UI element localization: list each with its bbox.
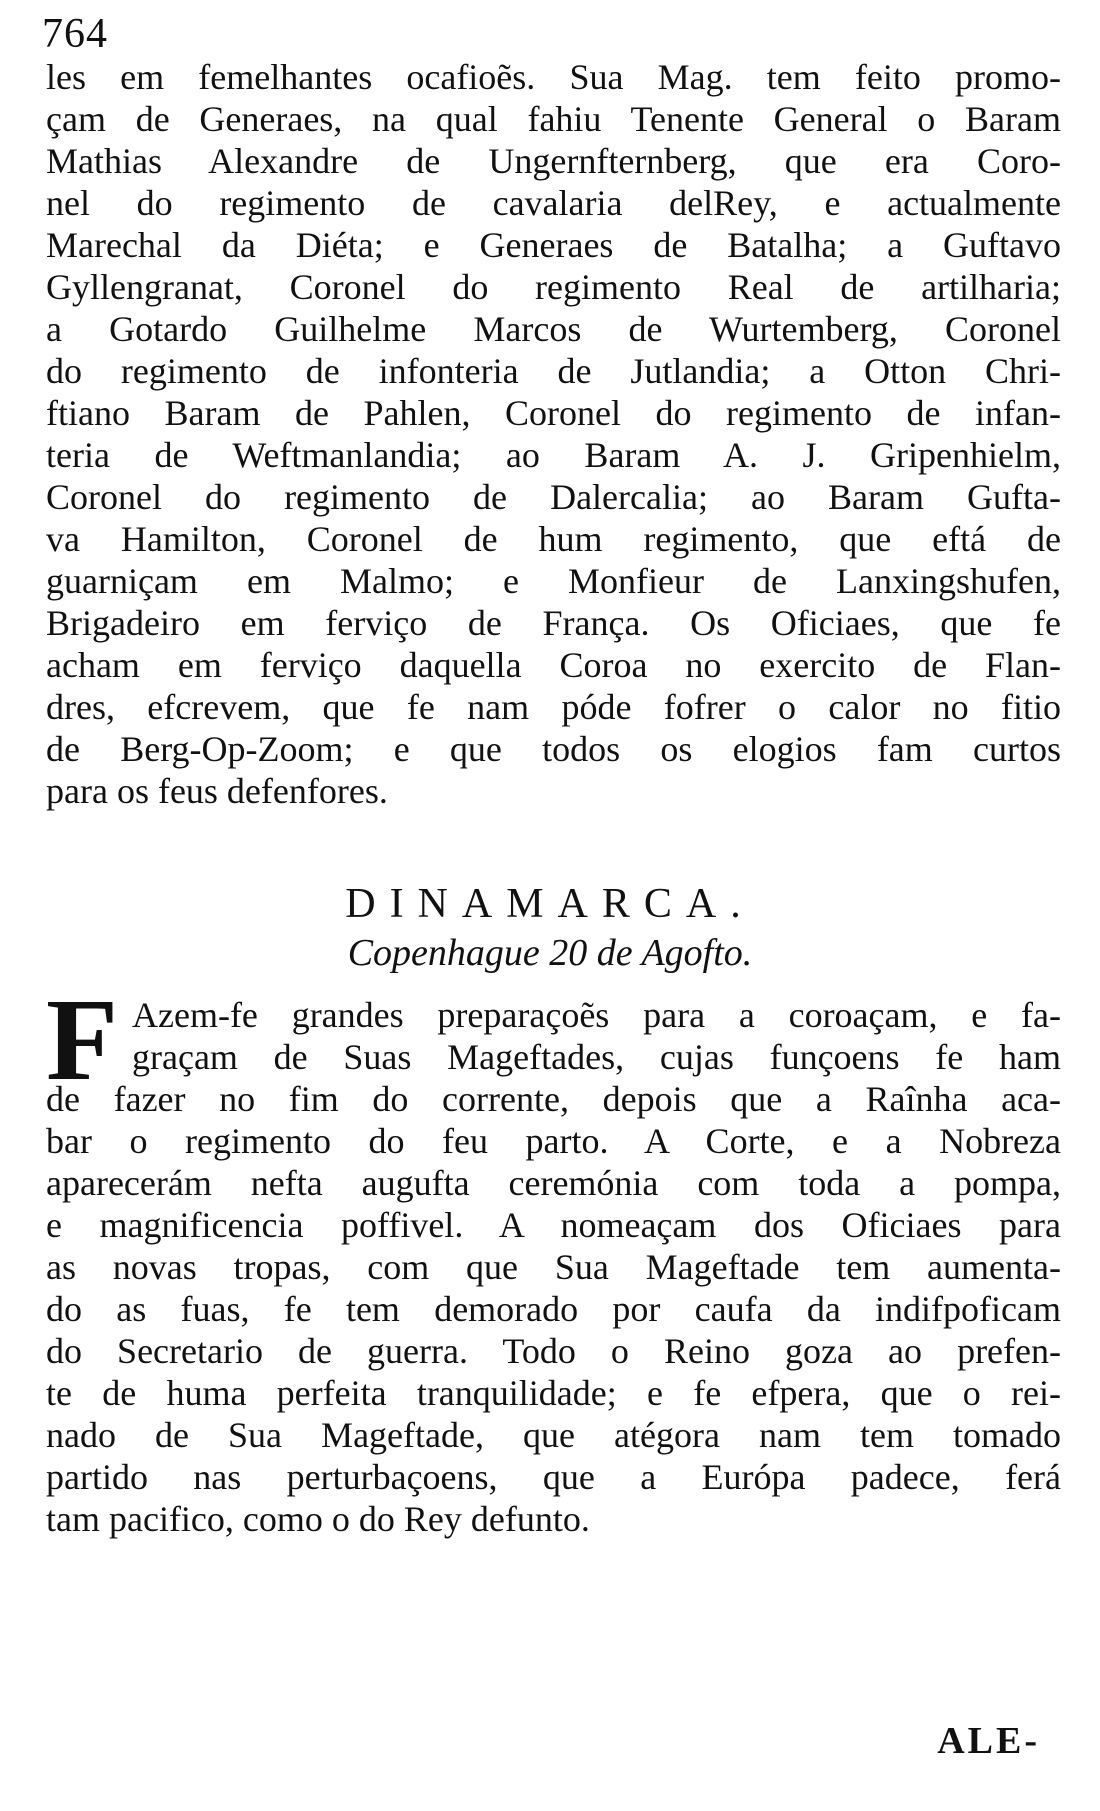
text-line: les em femelhantes ocafioẽs. Sua Mag. tem feito promo- (46, 57, 1061, 97)
text-line: do as fuas, fe tem demorado por caufa da indifpoficam (46, 1289, 1061, 1329)
text-line: tam pacifico, como o do Rey defunto. (46, 1499, 590, 1539)
sweden-news-paragraph (46, 56, 1061, 812)
text-line: Coronel do regimento de Dalercalia; ao Baram Gufta- (46, 477, 1061, 517)
section-heading: DINAMARCA. (345, 881, 755, 927)
text-line: dres, efcrevem, que fe nam póde fofrer o calor no fitio (46, 687, 1061, 727)
text-line: te de huma perfeita tranquilidade; e fe efpera, que o rei- (46, 1373, 1061, 1413)
text-line: aparecerám nefta augufta ceremónia com toda a pompa, (46, 1163, 1061, 1203)
drop-cap-letter: F (46, 974, 119, 1105)
denmark-news-paragraph (46, 1078, 1061, 1540)
text-line: graçam de Suas Mageftades, cujas funçoens fe ham (132, 1037, 1061, 1077)
text-line: do regimento de infonteria de Jutlandia; a Otton Chri- (46, 351, 1061, 391)
text-line: de fazer no fim do corrente, depois que a Raînha aca- (46, 1079, 1061, 1119)
text-line: nel do regimento de cavalaria delRey, e actualmente (46, 183, 1061, 223)
text-line: guarniçam em Malmo; e Monfieur de Lanxingshufen, (46, 561, 1061, 601)
text-line: Azem-fe grandes preparaçoẽs para a coroaçam, e fa- (132, 995, 1061, 1035)
text-line: e magnificencia poffivel. A nomeaçam dos Oficiaes para (46, 1205, 1061, 1245)
text-line: de Berg-Op-Zoom; e que todos os elogios fam curtos (46, 729, 1061, 769)
catchword: ALE- (937, 1720, 1040, 1762)
text-line: bar o regimento do feu parto. A Corte, e a Nobreza (46, 1121, 1061, 1161)
text-line: teria de Weftmanlandia; ao Baram A. J. Gripenhielm, (46, 435, 1061, 475)
text-line: Gyllengranat, Coronel do regimento Real de artilharia; (46, 267, 1061, 307)
text-line: ftiano Baram de Pahlen, Coronel do regimento de infan- (46, 393, 1061, 433)
text-line: çam de Generaes, na qual fahiu Tenente General o Baram (46, 99, 1061, 139)
dateline: Copenhague 20 de Agofto. (347, 932, 753, 974)
text-line: partido nas perturbaçoens, que a Európa padece, ferá (46, 1457, 1061, 1497)
text-line: Mathias Alexandre de Ungernfternberg, que era Coro- (46, 141, 1061, 181)
text-line: as novas tropas, com que Sua Mageftade tem aumenta- (46, 1247, 1061, 1287)
text-line: nado de Sua Mageftade, que atégora nam tem tomado (46, 1415, 1061, 1455)
page-number: 764 (42, 11, 108, 57)
text-line: a Gotardo Guilhelme Marcos de Wurtemberg, Coronel (46, 309, 1061, 349)
text-line: acham em ferviço daquella Coroa no exercito de Flan- (46, 645, 1061, 685)
text-line: va Hamilton, Coronel de hum regimento, que eftá de (46, 519, 1061, 559)
text-line: do Secretario de guerra. Todo o Reino goza ao prefen- (46, 1331, 1061, 1371)
text-line: Marechal da Diéta; e Generaes de Batalha; a Guftavo (46, 225, 1061, 265)
text-line: para os feus defenfores. (46, 771, 388, 811)
text-line: Brigadeiro em ferviço de França. Os Oficiaes, que fe (46, 603, 1061, 643)
denmark-news-opening-lines (132, 994, 1061, 1078)
